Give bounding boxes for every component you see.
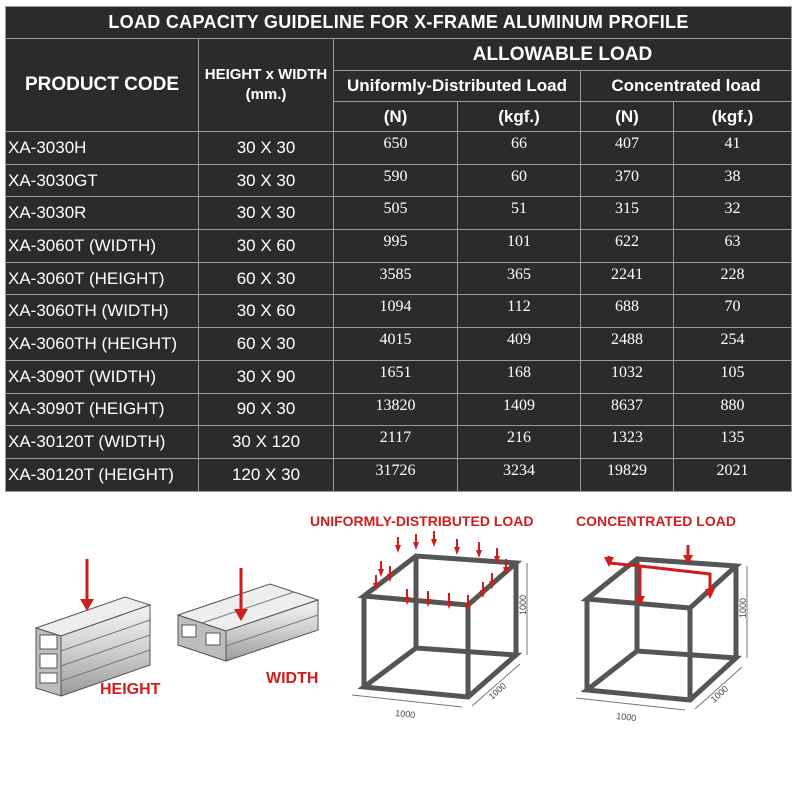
dimension-cell: 90 X 30 <box>199 393 334 426</box>
dimension-cell: 120 X 30 <box>199 458 334 491</box>
height-width-header <box>199 39 334 132</box>
conc-n-cell: 2241 <box>581 262 674 295</box>
udl-n-cell: 590 <box>334 164 458 197</box>
concentrated-dim-depth: 1000 <box>708 683 731 705</box>
udl-header: Uniformly-Distributed Load <box>334 71 581 102</box>
allowable-load-header: ALLOWABLE LOAD <box>334 39 792 71</box>
udl-kgf-cell: 365 <box>458 262 581 295</box>
conc-kgf-cell: 228 <box>674 262 792 295</box>
concentrated-label: CONCENTRATED LOAD <box>576 513 736 529</box>
product-code-header: PRODUCT CODE <box>6 39 199 132</box>
dimension-cell: 60 X 30 <box>199 328 334 361</box>
table-row <box>6 230 792 263</box>
conc-kgf-cell: 41 <box>674 132 792 165</box>
udl-kgf-cell: 1409 <box>458 393 581 426</box>
dimension-cell: 30 X 60 <box>199 295 334 328</box>
udl-n-cell: 13820 <box>334 393 458 426</box>
diagram-area <box>0 493 796 788</box>
table-row <box>6 197 792 230</box>
conc-kgf-cell: 135 <box>674 426 792 459</box>
udl-kgf-cell: 409 <box>458 328 581 361</box>
udl-kgf-unit: (kgf.) <box>458 102 581 132</box>
dimension-cell: 30 X 30 <box>199 164 334 197</box>
height-load-arrow <box>80 559 94 611</box>
conc-kgf-unit: (kgf.) <box>674 102 792 132</box>
product-code-cell: XA-3060TH (WIDTH) <box>6 295 199 328</box>
dimension-cell: 30 X 120 <box>199 426 334 459</box>
conc-kgf-cell: 105 <box>674 360 792 393</box>
product-code-cell: XA-3030R <box>6 197 199 230</box>
height-label: HEIGHT <box>100 681 161 698</box>
conc-n-cell: 19829 <box>581 458 674 491</box>
udl-n-unit: (N) <box>334 102 458 132</box>
conc-kgf-cell: 32 <box>674 197 792 230</box>
table-row <box>6 360 792 393</box>
product-code-cell: XA-3060T (WIDTH) <box>6 230 199 263</box>
conc-n-cell: 1032 <box>581 360 674 393</box>
udl-frame-illustration <box>364 556 516 697</box>
conc-n-cell: 407 <box>581 132 674 165</box>
height-width-header-line2: (mm.) <box>245 86 287 103</box>
table-row <box>6 295 792 328</box>
table-row <box>6 393 792 426</box>
table-row <box>6 164 792 197</box>
product-code-cell: XA-3030H <box>6 132 199 165</box>
udl-kgf-cell: 51 <box>458 197 581 230</box>
conc-kgf-cell: 38 <box>674 164 792 197</box>
udl-kgf-cell: 168 <box>458 360 581 393</box>
udl-n-cell: 650 <box>334 132 458 165</box>
table-row <box>6 426 792 459</box>
concentrated-dim-height: 1000 <box>738 597 748 618</box>
conc-n-cell: 688 <box>581 295 674 328</box>
conc-kgf-cell: 254 <box>674 328 792 361</box>
dimension-cell: 30 X 90 <box>199 360 334 393</box>
table-row <box>6 458 792 491</box>
dimension-cell: 60 X 30 <box>199 262 334 295</box>
height-width-header-line1: HEIGHT x WIDTH <box>204 66 328 83</box>
product-code-cell: XA-3090T (WIDTH) <box>6 360 199 393</box>
table-row <box>6 132 792 165</box>
concentrated-header: Concentrated load <box>581 71 792 102</box>
conc-kgf-cell: 63 <box>674 230 792 263</box>
udl-kgf-cell: 3234 <box>458 458 581 491</box>
udl-n-cell: 1094 <box>334 295 458 328</box>
dimension-cell: 30 X 60 <box>199 230 334 263</box>
conc-n-cell: 1323 <box>581 426 674 459</box>
product-code-cell: XA-3060TH (HEIGHT) <box>6 328 199 361</box>
product-code-cell: XA-30120T (HEIGHT) <box>6 458 199 491</box>
conc-n-cell: 370 <box>581 164 674 197</box>
udl-dim-depth: 1000 <box>486 680 509 702</box>
table-row <box>6 328 792 361</box>
conc-n-cell: 8637 <box>581 393 674 426</box>
product-code-cell: XA-3030GT <box>6 164 199 197</box>
table-row <box>6 262 792 295</box>
udl-n-cell: 1651 <box>334 360 458 393</box>
dimension-cell: 30 X 30 <box>199 197 334 230</box>
udl-dim-height: 1000 <box>518 594 528 615</box>
width-profile-illustration <box>178 584 318 661</box>
udl-kgf-cell: 60 <box>458 164 581 197</box>
udl-kgf-cell: 66 <box>458 132 581 165</box>
conc-n-unit: (N) <box>581 102 674 132</box>
width-label: WIDTH <box>266 670 319 687</box>
udl-dim-bottom: 1000 <box>394 708 416 721</box>
conc-kgf-cell: 70 <box>674 295 792 328</box>
load-capacity-table <box>5 6 792 492</box>
table-title: LOAD CAPACITY GUIDELINE FOR X-FRAME ALUMINUM PROFILE <box>6 7 792 39</box>
dimension-cell: 30 X 30 <box>199 132 334 165</box>
conc-kgf-cell: 2021 <box>674 458 792 491</box>
concentrated-frame-illustration <box>587 559 736 700</box>
conc-n-cell: 2488 <box>581 328 674 361</box>
conc-n-cell: 315 <box>581 197 674 230</box>
udl-n-cell: 2117 <box>334 426 458 459</box>
udl-n-cell: 995 <box>334 230 458 263</box>
conc-kgf-cell: 880 <box>674 393 792 426</box>
product-code-cell: XA-3090T (HEIGHT) <box>6 393 199 426</box>
udl-n-cell: 3585 <box>334 262 458 295</box>
udl-label: UNIFORMLY-DISTRIBUTED LOAD <box>310 513 534 529</box>
udl-n-cell: 31726 <box>334 458 458 491</box>
product-code-cell: XA-3060T (HEIGHT) <box>6 262 199 295</box>
udl-n-cell: 505 <box>334 197 458 230</box>
udl-kgf-cell: 112 <box>458 295 581 328</box>
conc-n-cell: 622 <box>581 230 674 263</box>
udl-n-cell: 4015 <box>334 328 458 361</box>
product-code-cell: XA-30120T (WIDTH) <box>6 426 199 459</box>
udl-kgf-cell: 216 <box>458 426 581 459</box>
udl-kgf-cell: 101 <box>458 230 581 263</box>
concentrated-dim-bottom: 1000 <box>615 711 637 724</box>
